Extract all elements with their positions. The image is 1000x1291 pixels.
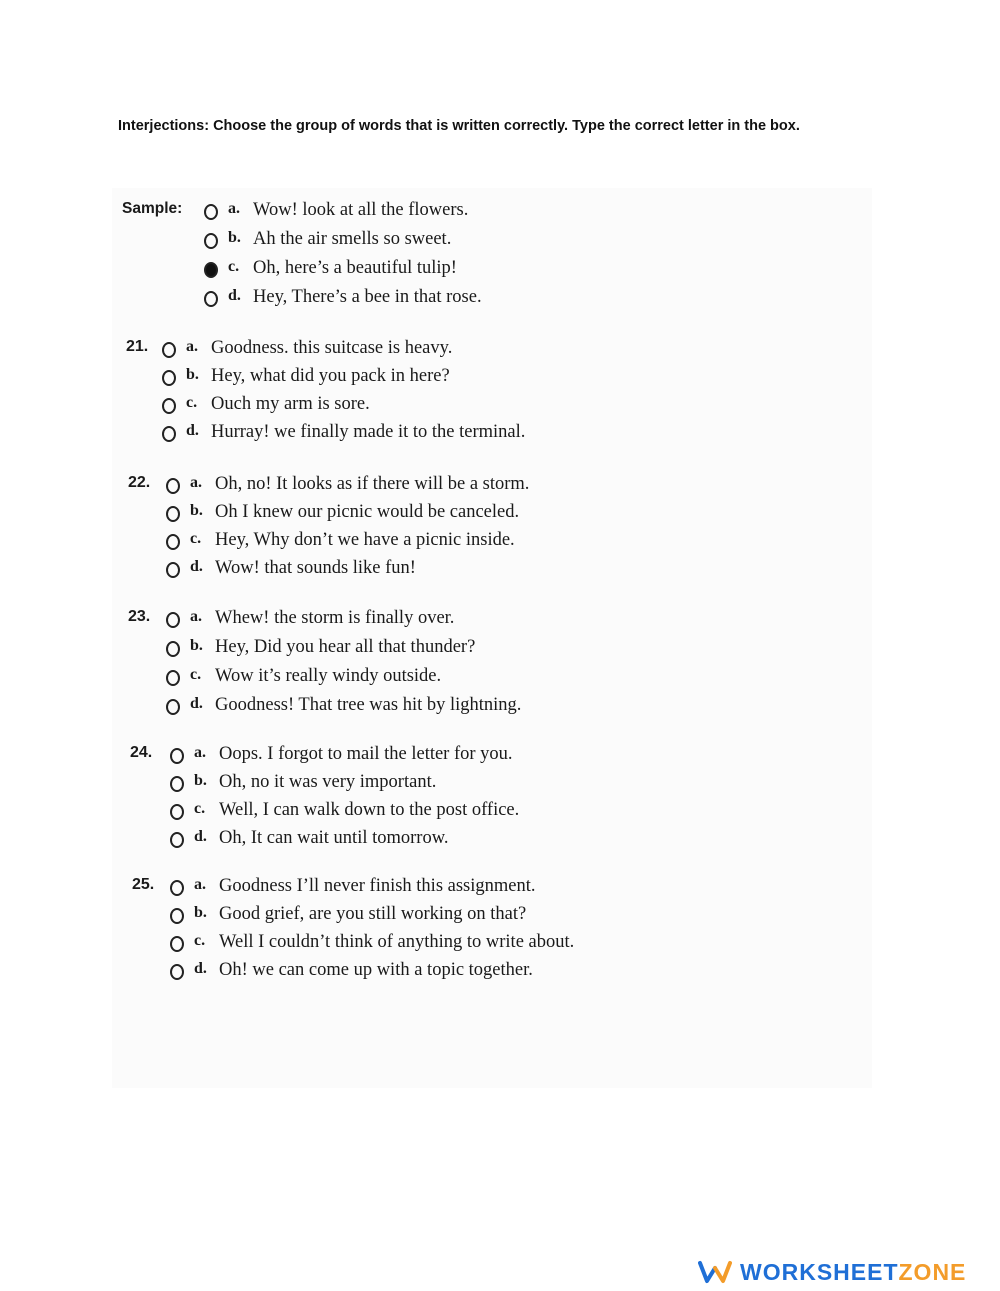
option-letter: c. [190, 665, 202, 683]
option-text: Oh, here’s a beautiful tulip! [253, 257, 457, 278]
option-letter: d. [190, 694, 203, 712]
option-text: Wow it’s really windy outside. [215, 665, 442, 686]
option-letter: a. [190, 608, 202, 625]
option-text: Oh, It can wait until tomorrow. [219, 827, 449, 848]
option-letter: d. [194, 959, 207, 977]
logo-wordmark [740, 1259, 966, 1286]
question-number: 22. [128, 474, 151, 491]
option-letter: c. [194, 931, 206, 949]
radio-empty-icon[interactable] [162, 426, 176, 442]
radio-empty-icon[interactable] [204, 204, 218, 220]
radio-empty-icon[interactable] [170, 964, 184, 980]
question-number: 21. [126, 338, 149, 355]
option-text: Oh I knew our picnic would be canceled. [215, 501, 520, 522]
radio-empty-icon[interactable] [170, 804, 184, 820]
radio-empty-icon[interactable] [162, 398, 176, 414]
option-text: Wow! that sounds like fun! [215, 557, 416, 578]
option-letter: a. [186, 338, 198, 355]
option-text: Well I couldn’t think of anything to write about. [219, 931, 575, 952]
radio-empty-icon[interactable] [166, 612, 180, 628]
instructions-heading: Interjections: Choose the group of words that is written correctly. Type the correct letter in the box. [118, 118, 800, 134]
option-text: Goodness! That tree was hit by lightning. [215, 694, 522, 715]
option-text: Wow! look at all the flowers. [253, 200, 469, 220]
option-text: Hey, Did you hear all that thunder? [215, 636, 476, 657]
option-text: Oh, no! It looks as if there will be a storm. [215, 474, 530, 494]
option-letter: c. [186, 393, 198, 411]
radio-empty-icon[interactable] [170, 776, 184, 792]
radio-empty-icon[interactable] [170, 936, 184, 952]
radio-empty-icon[interactable] [170, 832, 184, 848]
radio-empty-icon[interactable] [166, 699, 180, 715]
option-letter: c. [228, 257, 240, 275]
logo-accent: ZONE [898, 1258, 967, 1285]
radio-empty-icon[interactable] [166, 506, 180, 522]
option-text: Hey, There’s a bee in that rose. [253, 286, 482, 307]
option-text: Oh! we can come up with a topic together. [219, 959, 533, 980]
worksheet-scan [112, 188, 872, 1088]
option-text: Hey, Why don’t we have a picnic inside. [215, 529, 515, 550]
logo-brand: WORKSHEET [740, 1258, 899, 1285]
question-number: 24. [130, 744, 153, 761]
option-letter: b. [190, 501, 203, 519]
radio-empty-icon[interactable] [162, 370, 176, 386]
radio-empty-icon[interactable] [166, 670, 180, 686]
option-letter: b. [194, 771, 207, 789]
question-number: Sample: [122, 200, 183, 217]
radio-empty-icon[interactable] [204, 233, 218, 249]
question-number: 23. [128, 608, 151, 625]
option-letter: b. [228, 228, 241, 246]
option-text: Ouch my arm is sore. [211, 393, 370, 414]
option-letter: d. [190, 557, 203, 575]
worksheetzone-w-icon [698, 1260, 732, 1284]
question-number: 25. [132, 876, 155, 893]
option-letter: a. [194, 744, 206, 761]
option-text: Oh, no it was very important. [219, 771, 437, 792]
radio-empty-icon[interactable] [166, 562, 180, 578]
radio-empty-icon[interactable] [162, 342, 176, 358]
radio-filled-icon[interactable] [204, 262, 218, 278]
worksheetzone-logo [698, 1257, 966, 1287]
option-text: Good grief, are you still working on that? [219, 903, 527, 924]
option-letter: a. [228, 200, 240, 217]
option-text: Well, I can walk down to the post office. [219, 799, 520, 820]
option-letter: d. [228, 286, 241, 304]
option-text: Whew! the storm is finally over. [215, 608, 455, 628]
option-text: Oops. I forgot to mail the letter for you. [219, 744, 513, 764]
option-text: Goodness I’ll never finish this assignment. [219, 876, 536, 896]
option-letter: b. [190, 636, 203, 654]
option-text: Hey, what did you pack in here? [211, 365, 450, 386]
radio-empty-icon[interactable] [170, 880, 184, 896]
option-letter: b. [186, 365, 199, 383]
option-letter: d. [186, 421, 199, 439]
option-letter: c. [194, 799, 206, 817]
radio-empty-icon[interactable] [170, 908, 184, 924]
radio-empty-icon[interactable] [166, 534, 180, 550]
radio-empty-icon[interactable] [204, 291, 218, 307]
option-text: Ah the air smells so sweet. [253, 228, 452, 249]
radio-empty-icon[interactable] [166, 641, 180, 657]
option-letter: a. [190, 474, 202, 491]
option-letter: d. [194, 827, 207, 845]
option-text: Goodness. this suitcase is heavy. [211, 338, 453, 358]
option-letter: c. [190, 529, 202, 547]
radio-empty-icon[interactable] [170, 748, 184, 764]
option-letter: b. [194, 903, 207, 921]
radio-empty-icon[interactable] [166, 478, 180, 494]
option-letter: a. [194, 876, 206, 893]
option-text: Hurray! we finally made it to the terminal. [211, 421, 526, 442]
